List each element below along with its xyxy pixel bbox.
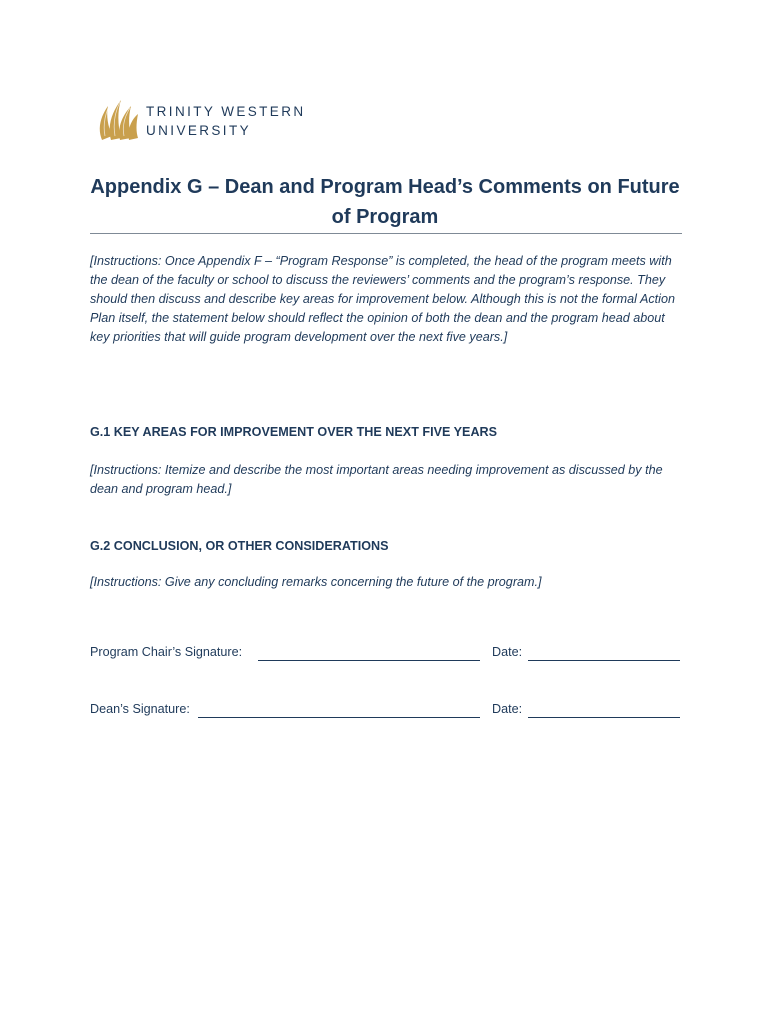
page-title: Appendix G – Dean and Program Head’s Comments on Future of Program	[90, 176, 680, 228]
section-g1-instructions: [Instructions: Itemize and describe the most important areas needing improvement as discussed by the dean and program head.]	[90, 463, 663, 496]
dean-signature-row	[90, 702, 682, 722]
section-g2-heading: G.2 CONCLUSION, OR OTHER CONSIDERATIONS	[90, 539, 389, 553]
intro-instructions: [Instructions: Once Appendix F – “Program Response” is completed, the head of the program meets with the dean of the faculty or school to discuss the reviewers’ comments and the program’s response. They should then discuss and describe key areas for improvement below. Although this is not the formal Action Plan itself, the statement below should reflect the opinion of both the dean and the program head about key priorities that will guide program development over the next five years.]	[90, 254, 675, 344]
logo-line-1: TRINITY WESTERN	[146, 104, 306, 119]
program-chair-signature-line[interactable]	[258, 660, 480, 661]
university-logo	[96, 96, 336, 142]
dean-date-line[interactable]	[528, 717, 680, 718]
section-g2-instructions: [Instructions: Give any concluding remarks concerning the future of the program.]	[90, 575, 542, 589]
logo-line-2: UNIVERSITY	[146, 123, 252, 138]
program-chair-date-line[interactable]	[528, 660, 680, 661]
title-underline	[90, 233, 682, 234]
dean-signature-label: Dean’s Signature:	[90, 702, 190, 716]
dean-signature-line[interactable]	[198, 717, 480, 718]
section-g1-heading: G.1 KEY AREAS FOR IMPROVEMENT OVER THE NEXT FIVE YEARS	[90, 425, 498, 439]
program-chair-signature-row	[90, 645, 682, 665]
dean-date-label: Date:	[492, 702, 523, 716]
flame-icon	[96, 96, 140, 142]
program-chair-signature-label: Program Chair’s Signature:	[90, 645, 243, 659]
program-chair-date-label: Date:	[492, 645, 523, 659]
